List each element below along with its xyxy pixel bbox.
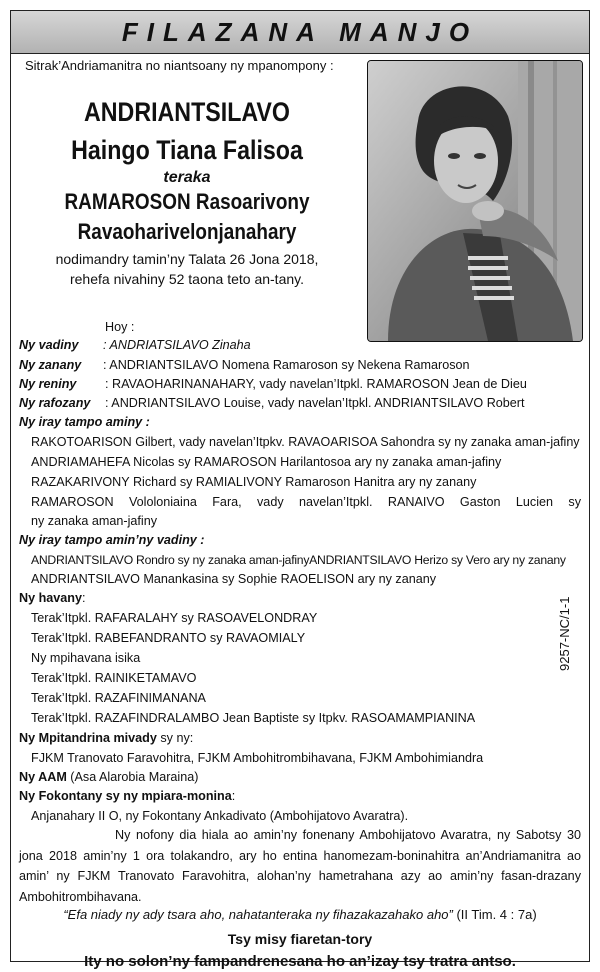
rafozany-row	[19, 396, 525, 410]
fokontany-label: Ny Fokontany sy ny mpiara-monina	[19, 789, 232, 803]
havany-line: Terak’Itpkl. RABEFANDRANTO sy RAVAOMIALY	[31, 631, 306, 645]
havany-row	[19, 591, 86, 605]
portrait-photo	[367, 60, 583, 342]
zanany-row	[19, 358, 470, 372]
deceased-name-block	[11, 93, 363, 289]
quote-text: “Efa niady ny ady tsara aho, nahatanteraka ny fihazakazahako aho”	[63, 907, 453, 922]
aam-row	[19, 770, 198, 784]
iray-tampo-vadiny-label: Ny iray tampo amin’ny vadiny :	[19, 533, 205, 547]
iray-tampo-vadiny-line: ANDRIANTSILAVO Manankasina sy Sophie RAOELISON ary ny zanany	[31, 572, 437, 586]
havany-label: Ny havany	[19, 591, 82, 605]
reniny-row	[19, 377, 527, 391]
reniny-value: : RAVAOHARINANAHARY, vady navelan’Itpkl. RAMAROSON Jean de Dieu	[105, 377, 527, 391]
notice-header: FILAZANA MANJO	[11, 11, 589, 54]
havany-line: Terak’Itpkl. RAZAFINDRALAMBO Jean Baptiste sy Itpkv. RASOAMAMPIANINA	[31, 711, 476, 725]
rafozany-label: Ny rafozany	[19, 396, 91, 410]
iray-tampo-vadiny-line: ANDRIANTSILAVO Rondro sy ny zanaka aman-jafinyANDRIANTSILAVO Herizo sy Vero ary ny zanany	[31, 553, 566, 567]
fokontany-colon: :	[231, 789, 236, 803]
fokontany-row	[19, 789, 235, 803]
obituary-notice	[10, 10, 590, 970]
vadiny-value: : ANDRIATSILAVO Zinaha	[103, 338, 251, 352]
deceased-given-names: Haingo Tiana Falisoa	[71, 135, 303, 165]
fokontany-value: Anjanahary II O, ny Fokontany Ankadivato (Ambohijatovo Avaratra).	[31, 809, 409, 823]
deceased-surname: ANDRIANTSILAVO	[84, 97, 290, 127]
no-flowers-line: Tsy misy fiaretan-tory	[227, 931, 373, 947]
hoy-label: Hoy :	[105, 320, 135, 334]
havany-line: Terak’Itpkl. RAZAFINIMANANA	[31, 691, 206, 705]
iray-tampo-line: RAZAKARIVONY Richard sy RAMIALIVONY Ramaroson Hanitra ary ny zanany	[31, 475, 477, 489]
aam-label: Ny AAM	[19, 770, 67, 784]
mpitandrina-value: FJKM Tranovato Faravohitra, FJKM Ambohitrombihavana, FJKM Ambohimiandra	[31, 751, 484, 765]
quote-reference: (II Tim. 4 : 7a)	[452, 907, 537, 922]
maiden-surname: RAMAROSON Rasoarivony	[64, 189, 310, 214]
bible-quote	[11, 907, 589, 922]
closing-line: Ity no solon’ny fampandrenesana ho an’izay tsy tratra antso.	[84, 953, 516, 970]
mpitandrina-row	[19, 731, 193, 745]
teraka-label: teraka	[163, 169, 211, 186]
mpitandrina-suffix: sy ny:	[156, 731, 194, 745]
zanany-label: Ny zanany	[19, 358, 82, 372]
mpitandrina-label: Ny Mpitandrina mivady	[19, 731, 157, 745]
havany-line: Terak’Itpkl. RAINIKETAMAVO	[31, 671, 197, 685]
zanany-value: : ANDRIANTSILAVO Nomena Ramaroson sy Nekena Ramaroson	[103, 358, 470, 372]
iray-tampo-label: Ny iray tampo aminy :	[19, 415, 150, 429]
maiden-given-names: Ravaoharivelonjanahary	[77, 219, 297, 244]
iray-tampo-line: RAKOTOARISON Gilbert, vady navelan’Itpkv. RAVAOARISOA Sahondra sy ny zanaka aman-jafiny	[31, 435, 580, 449]
age-line: rehefa nivahiny 52 taona teto an-tany.	[69, 271, 304, 287]
portrait-illustration	[368, 61, 582, 341]
funeral-details: Ny nofony dia hiala ao amin’ny fonenany Ambohijatovo Avaratra, ny Sabotsy 30 jona 2018 amin’ny 1 ora tolakandro, ary ho entina hanomezam-boninahitra an’Andriamanitra ao amin’ ny FJKM Tranovato Faravohitra, alohan’ny hametrahana azy ao amin’ny fasan-drazany Ambohitrombihavana.	[19, 828, 581, 904]
rafozany-value: : ANDRIANTSILAVO Louise, vady navelan’Itpkl. ANDRIANTSILAVO Robert	[105, 396, 525, 410]
intro-line: Sitrak’Andriamanitra no niantsoany ny mpanompony :	[25, 58, 334, 73]
iray-tampo-line: ny zanaka aman-jafiny	[31, 514, 158, 528]
havany-line: Terak’Itpkl. RAFARALAHY sy RASOAVELONDRAY	[31, 611, 318, 625]
iray-tampo-line: ANDRIAMAHEFA Nicolas sy RAMAROSON Harilantosoa ary ny zanaka aman-jafiny	[31, 455, 502, 469]
aam-value: (Asa Alarobia Maraina)	[66, 770, 199, 784]
reniny-label: Ny reniny	[19, 377, 77, 391]
side-reference-code: 9257-NC/1-1	[557, 596, 572, 671]
death-date-line: nodimandry tamin’ny Talata 26 Jona 2018,	[55, 251, 319, 267]
havany-line: Ny mpihavana isika	[31, 651, 141, 665]
havany-colon: :	[82, 591, 86, 605]
iray-tampo-line: RAMAROSON Vololoniaina Fara, vady navelan’Itpkl. RANAIVO Gaston Lucien sy	[31, 495, 581, 509]
vadiny-row	[19, 338, 251, 352]
vadiny-label: Ny vadiny	[19, 338, 79, 352]
